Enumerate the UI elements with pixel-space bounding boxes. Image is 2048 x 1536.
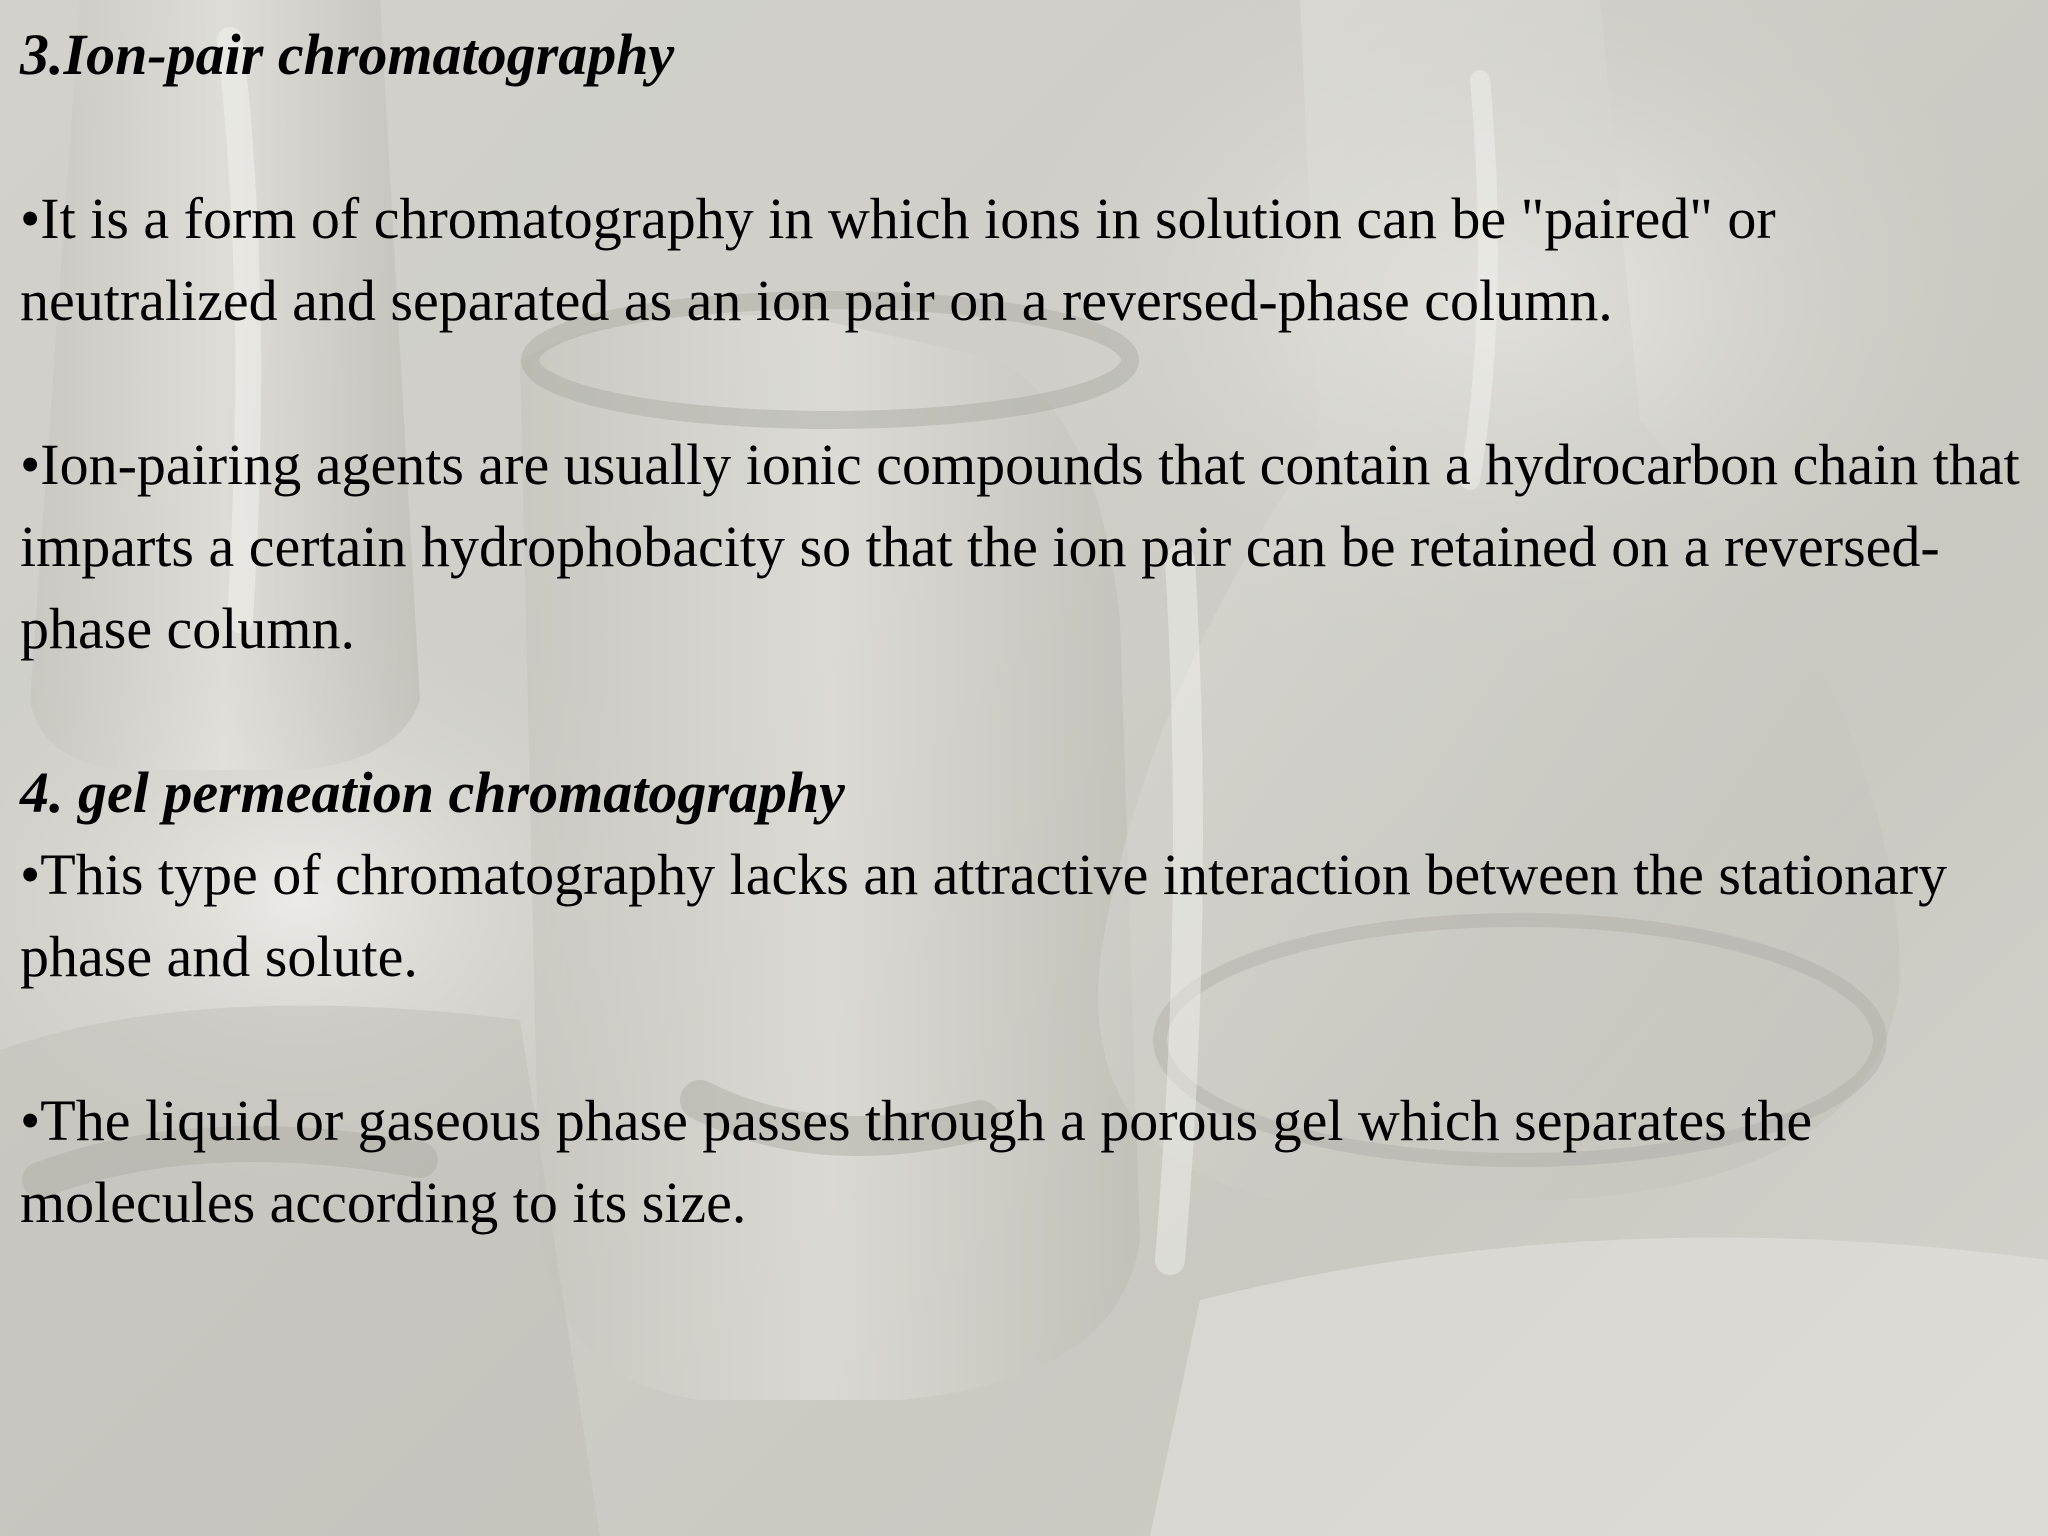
spacer [20,342,2030,424]
bullet-gel-permeation-interaction: •This type of chromatography lacks an attractive interaction between the stationary phase and solute. [20,842,1948,989]
section-heading-gel-permeation: 4. gel permeation chromatography [20,760,845,825]
section-heading-ion-pair: 3.Ion-pair chromatography [20,22,675,87]
slide-content [20,14,2030,1244]
spacer [20,998,2030,1080]
bullet-ion-pairing-agents: •Ion-pairing agents are usually ionic compounds that contain a hydrocarbon chain that imparts a certain hydrophobacity so that the ion pair can be retained on a reversed-phase column. [20,432,2020,661]
spacer [20,670,2030,752]
spacer [20,96,2030,178]
bullet-gel-permeation-porous-gel: •The liquid or gaseous phase passes through a porous gel which separates the molecules according to its size. [20,1088,1813,1235]
bullet-ion-pair-definition: •It is a form of chromatography in which ions in solution can be "paired" or neutralized and separated as an ion pair on a reversed-phase column. [20,186,1776,333]
